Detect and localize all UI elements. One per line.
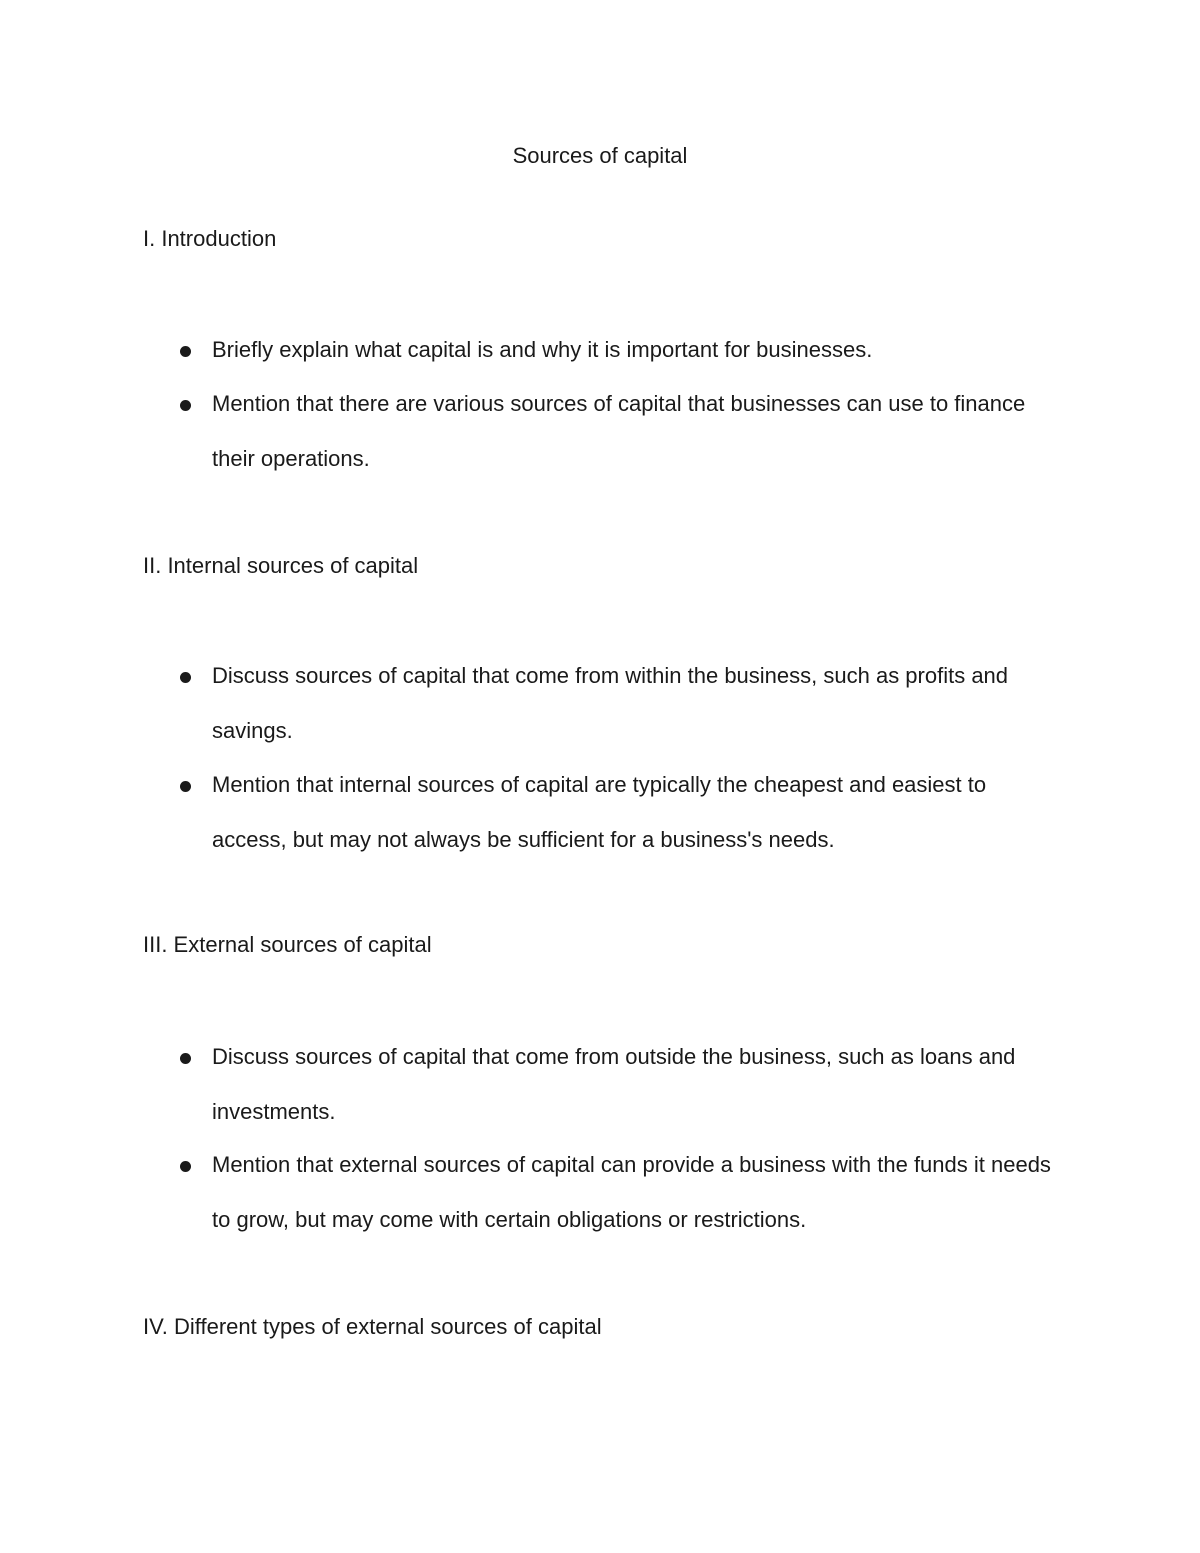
document-title: Sources of capital [512, 143, 688, 168]
bullet-icon [180, 346, 191, 357]
section-heading-types-of-external-sources: IV. Different types of external sources of capital [143, 1314, 602, 1339]
bullet-icon [180, 672, 191, 683]
bullet-icon [180, 1161, 191, 1172]
bullet-text: Mention that external sources of capital can provide a business with the funds it needs to grow, but may come with certain obligations or restrictions. [212, 1152, 1051, 1232]
bullet-icon [180, 781, 191, 792]
bullet-icon [180, 400, 191, 411]
bullet-text: Discuss sources of capital that come from outside the business, such as loans and investments. [212, 1044, 1016, 1124]
bullet-text: Mention that internal sources of capital are typically the cheapest and easiest to access, but may not always be sufficient for a business's needs. [212, 772, 987, 852]
bullet-text: Discuss sources of capital that come from within the business, such as profits and savings. [212, 663, 1009, 743]
section-heading-introduction: I. Introduction [143, 226, 277, 251]
bullet-text: Briefly explain what capital is and why it is important for businesses. [212, 337, 873, 362]
section-heading-internal-sources: II. Internal sources of capital [143, 553, 419, 578]
section-heading-external-sources: III. External sources of capital [143, 932, 432, 957]
bullet-text: Mention that there are various sources of capital that businesses can use to finance their operations. [212, 391, 1026, 471]
bullet-icon [180, 1053, 191, 1064]
